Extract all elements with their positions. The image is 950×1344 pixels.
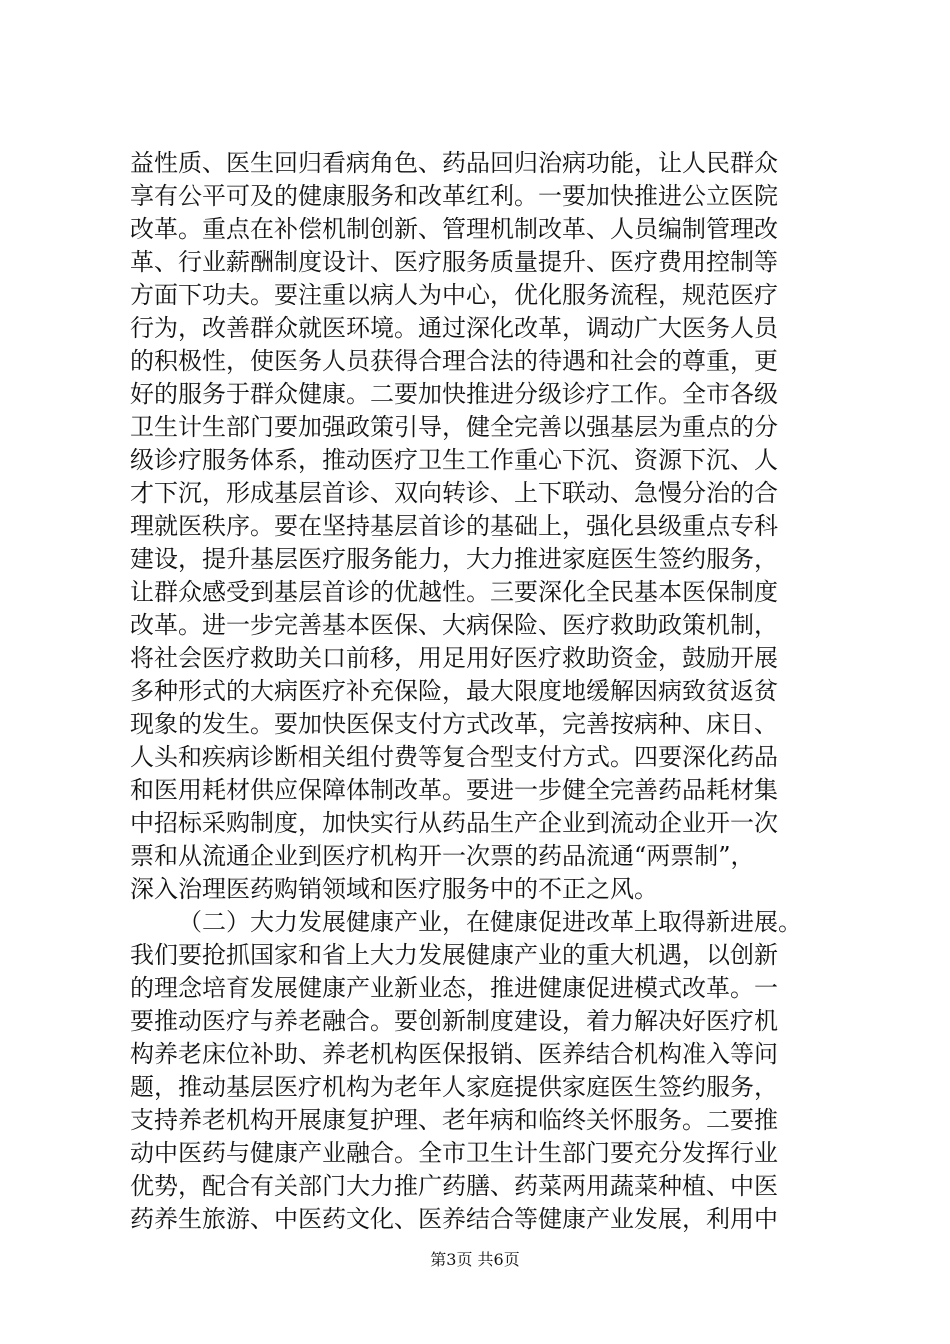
text-line: 中招标采购制度，加快实行从药品生产企业到流动企业开一次 [130,809,778,837]
text-line: 支持养老机构开展康复护理、老年病和临终关怀服务。二要推 [130,1106,778,1134]
page-number-label: 第3页 共6页 [430,1250,520,1269]
text-line: 深入治理医药购销领域和医疗服务中的不正之风。 [130,875,658,903]
text-line: 我们要抢抓国家和省上大力发展健康产业的重大机遇，以创新 [130,941,778,969]
text-line: 建设，提升基层医疗服务能力，大力推进家庭医生签约服务， [130,545,778,573]
page-footer [0,1250,950,1270]
text-line: 卫生计生部门要加强政策引导，健全完善以强基层为重点的分 [130,413,778,441]
text-line: 票和从流通企业到医疗机构开一次票的药品流通“两票制”， [130,842,755,870]
text-line: 的理念培育发展健康产业新业态，推进健康促进模式改革。一 [130,974,778,1002]
body-text [130,147,830,1236]
text-line: 动中医药与健康产业融合。全市卫生计生部门要充分发挥行业 [130,1139,778,1167]
text-line: 级诊疗服务体系，推动医疗卫生工作重心下沉、资源下沉、人 [130,446,778,474]
text-line: 理就医秩序。要在坚持基层首诊的基础上，强化县级重点专科 [130,512,778,540]
text-line: 优势，配合有关部门大力推广药膳、药菜两用蔬菜种植、中医 [130,1172,778,1200]
text-line: 革、行业薪酬制度设计、医疗服务质量提升、医疗费用控制等 [130,248,778,276]
text-line: 现象的发生。要加快医保支付方式改革，完善按病种、床日、 [130,710,778,738]
text-line: 方面下功夫。要注重以病人为中心，优化服务流程，规范医疗 [130,281,778,309]
text-line: 要推动医疗与养老融合。要创新制度建设，着力解决好医疗机 [130,1007,778,1035]
text-line: 好的服务于群众健康。二要加快推进分级诊疗工作。全市各级 [130,380,778,408]
text-line: 改革。重点在补偿机制创新、管理机制改革、人员编制管理改 [130,215,778,243]
text-line: 题，推动基层医疗机构为老年人家庭提供家庭医生签约服务， [130,1073,778,1101]
text-line: 药养生旅游、中医药文化、医养结合等健康产业发展，利用中 [130,1205,778,1233]
text-line: 改革。进一步完善基本医保、大病保险、医疗救助政策机制， [130,611,778,639]
text-line: 构养老床位补助、养老机构医保报销、医养结合机构准入等问 [130,1040,778,1068]
text-line: 多种形式的大病医疗补充保险，最大限度地缓解因病致贫返贫 [130,677,778,705]
text-line: 和医用耗材供应保障体制改革。要进一步健全完善药品耗材集 [130,776,778,804]
text-line: 才下沉，形成基层首诊、双向转诊、上下联动、急慢分治的合 [130,479,778,507]
text-line: 益性质、医生回归看病角色、药品回归治病功能，让人民群众 [130,149,778,177]
section-heading-line: （二）大力发展健康产业，在健康促进改革上取得新进展。 [178,908,802,936]
text-line: 让群众感受到基层首诊的优越性。三要深化全民基本医保制度 [130,578,778,606]
text-line: 享有公平可及的健康服务和改革红利。一要加快推进公立医院 [130,182,778,210]
text-line: 的积极性，使医务人员获得合理合法的待遇和社会的尊重，更 [130,347,778,375]
text-line: 将社会医疗救助关口前移，用足用好医疗救助资金，鼓励开展 [130,644,778,672]
text-line: 行为，改善群众就医环境。通过深化改革，调动广大医务人员 [130,314,778,342]
text-line: 人头和疾病诊断相关组付费等复合型支付方式。四要深化药品 [130,743,778,771]
